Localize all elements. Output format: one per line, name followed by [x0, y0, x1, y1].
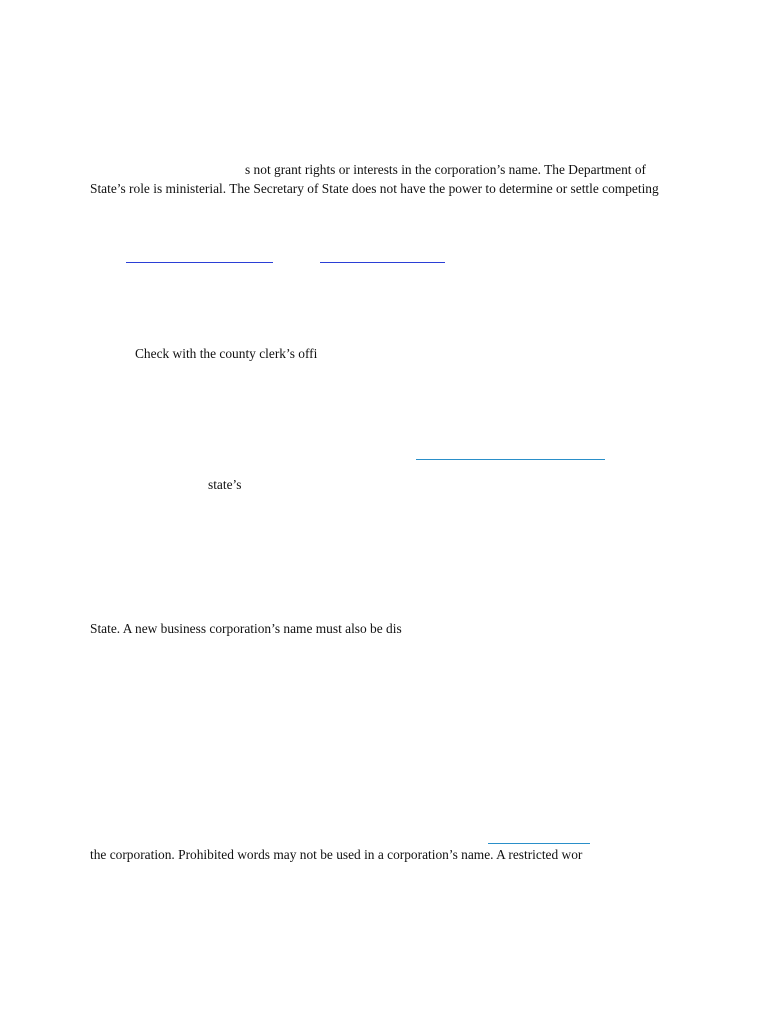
hyperlink-underline-4[interactable] — [488, 843, 590, 844]
text-line-4: state’s — [208, 477, 242, 492]
text-line-2: State’s role is ministerial. The Secretary of State does not have the power to determine or settle competing — [90, 181, 659, 196]
text-line-6: the corporation. Prohibited words may not be used in a corporation’s name. A restricted wor — [90, 847, 583, 862]
text-line-1: s not grant rights or interests in the corporation’s name. The Department of — [245, 162, 646, 177]
text-line-5: State. A new business corporation’s name must also be dis — [90, 621, 402, 636]
hyperlink-underline-2[interactable] — [320, 262, 445, 263]
hyperlink-underline-3[interactable] — [416, 459, 605, 460]
hyperlink-underline-1[interactable] — [126, 262, 273, 263]
text-line-3: Check with the county clerk’s offi — [135, 346, 318, 361]
